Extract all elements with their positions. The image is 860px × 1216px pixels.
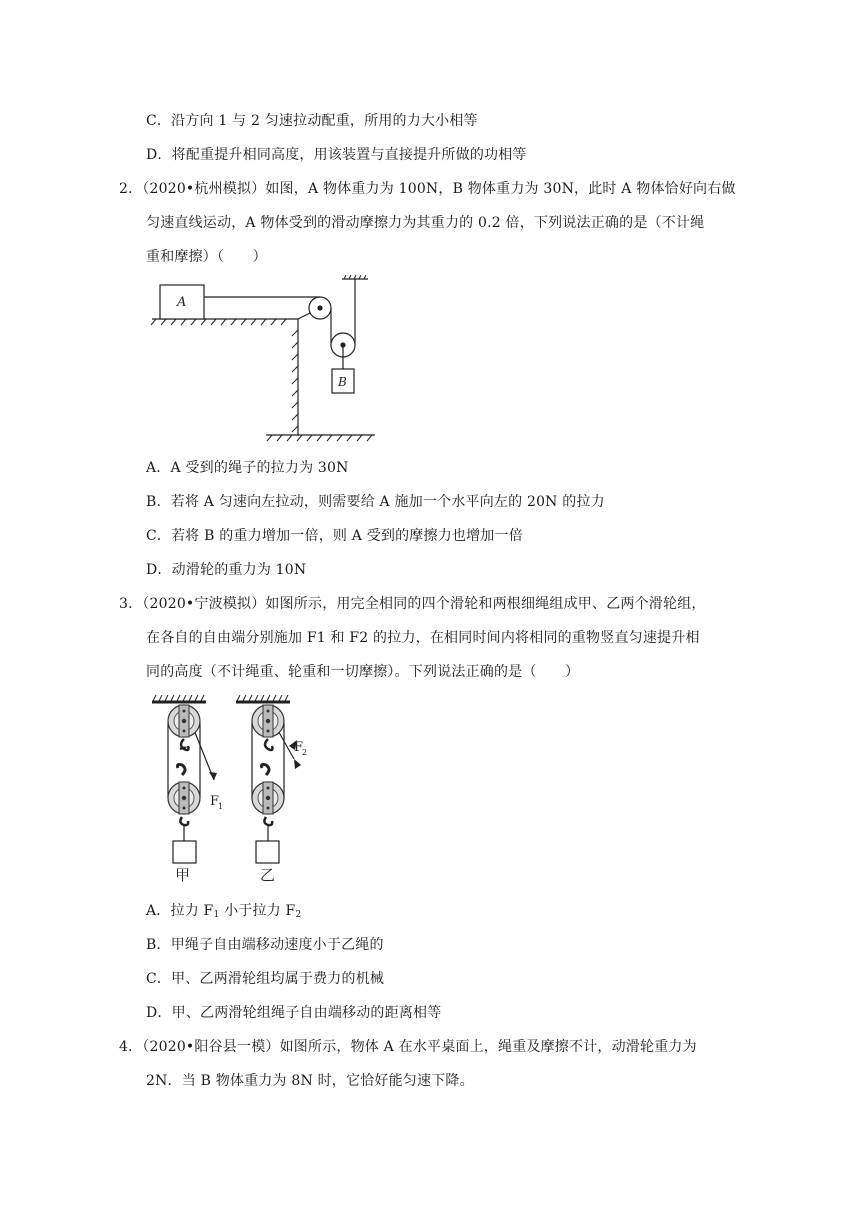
q2-pulley-figure bbox=[140, 275, 390, 450]
q3-stem-line2: 在各自的自由端分别施加 F1 和 F2 的拉力，在相同时间内将相同的重物竖直匀速提升相 bbox=[146, 630, 700, 646]
q3-label-yi: 乙 bbox=[260, 866, 276, 884]
q3-option-a: A．拉力 $F_1$ 小于拉力 $F_2$ bbox=[146, 903, 302, 920]
q3-label-f1: F bbox=[210, 794, 220, 809]
q3-option-b: B．甲绳子自由端移动速度小于乙绳的 bbox=[146, 937, 384, 953]
q1-option-c: C．沿方向 1 与 2 匀速拉动配重，所用的力大小相等 bbox=[146, 113, 478, 129]
q4-stem-line2: 2N．当 B 物体重力为 8N 时，它恰好能匀速下降。 bbox=[146, 1073, 474, 1089]
q3-label-f1-sub: 1 bbox=[218, 802, 224, 811]
q2-stem-line2: 匀速直线运动，A 物体受到的滑动摩擦力为其重力的 0.2 倍，下列说法正确的是（不计绳 bbox=[146, 215, 705, 231]
q3-label-f2: F bbox=[294, 740, 304, 755]
q2-stem-line1: 2．（2020•杭州模拟）如图，A 物体重力为 100N，B 物体重力为 30N，此时 A 物体恰好向右做 bbox=[119, 181, 736, 197]
q3-label-f2-sub: 2 bbox=[302, 748, 308, 757]
q4-stem-line1: 4．（2020•阳谷县一模）如图所示，物体 A 在水平桌面上，绳重及摩擦不计，动滑轮重力为 bbox=[119, 1039, 697, 1055]
q2-label-a: A bbox=[177, 295, 187, 310]
q3-option-d: D．甲、乙两滑轮组绳子自由端移动的距离相等 bbox=[146, 1005, 442, 1021]
q1-option-d: D．将配重提升相同高度，用该装置与直接提升所做的功相等 bbox=[146, 147, 527, 163]
q2-option-a: A．A 受到的绳子的拉力为 30N bbox=[146, 460, 349, 476]
q2-option-d: D．动滑轮的重力为 10N bbox=[146, 562, 307, 578]
q3-stem-line3: 同的高度（不计绳重、轮重和一切摩擦）。下列说法正确的是（ ） bbox=[146, 664, 580, 680]
q2-option-b: B．若将 A 匀速向左拉动，则需要给 A 施加一个水平向左的 20N 的拉力 bbox=[146, 494, 605, 510]
q2-option-c: C．若将 B 的重力增加一倍，则 A 受到的摩擦力也增加一倍 bbox=[146, 528, 523, 544]
q2-stem-line3: 重和摩擦）（ ） bbox=[146, 249, 267, 265]
q3-stem-line1: 3．（2020•宁波模拟）如图所示，用完全相同的四个滑轮和两根细绳组成甲、乙两个滑轮组， bbox=[119, 596, 706, 612]
q3-label-jia: 甲 bbox=[175, 866, 191, 884]
q3-option-c: C．甲、乙两滑轮组均属于费力的机械 bbox=[146, 971, 385, 987]
q2-label-b: B bbox=[338, 375, 347, 389]
q3-pulley-figure bbox=[148, 695, 328, 885]
